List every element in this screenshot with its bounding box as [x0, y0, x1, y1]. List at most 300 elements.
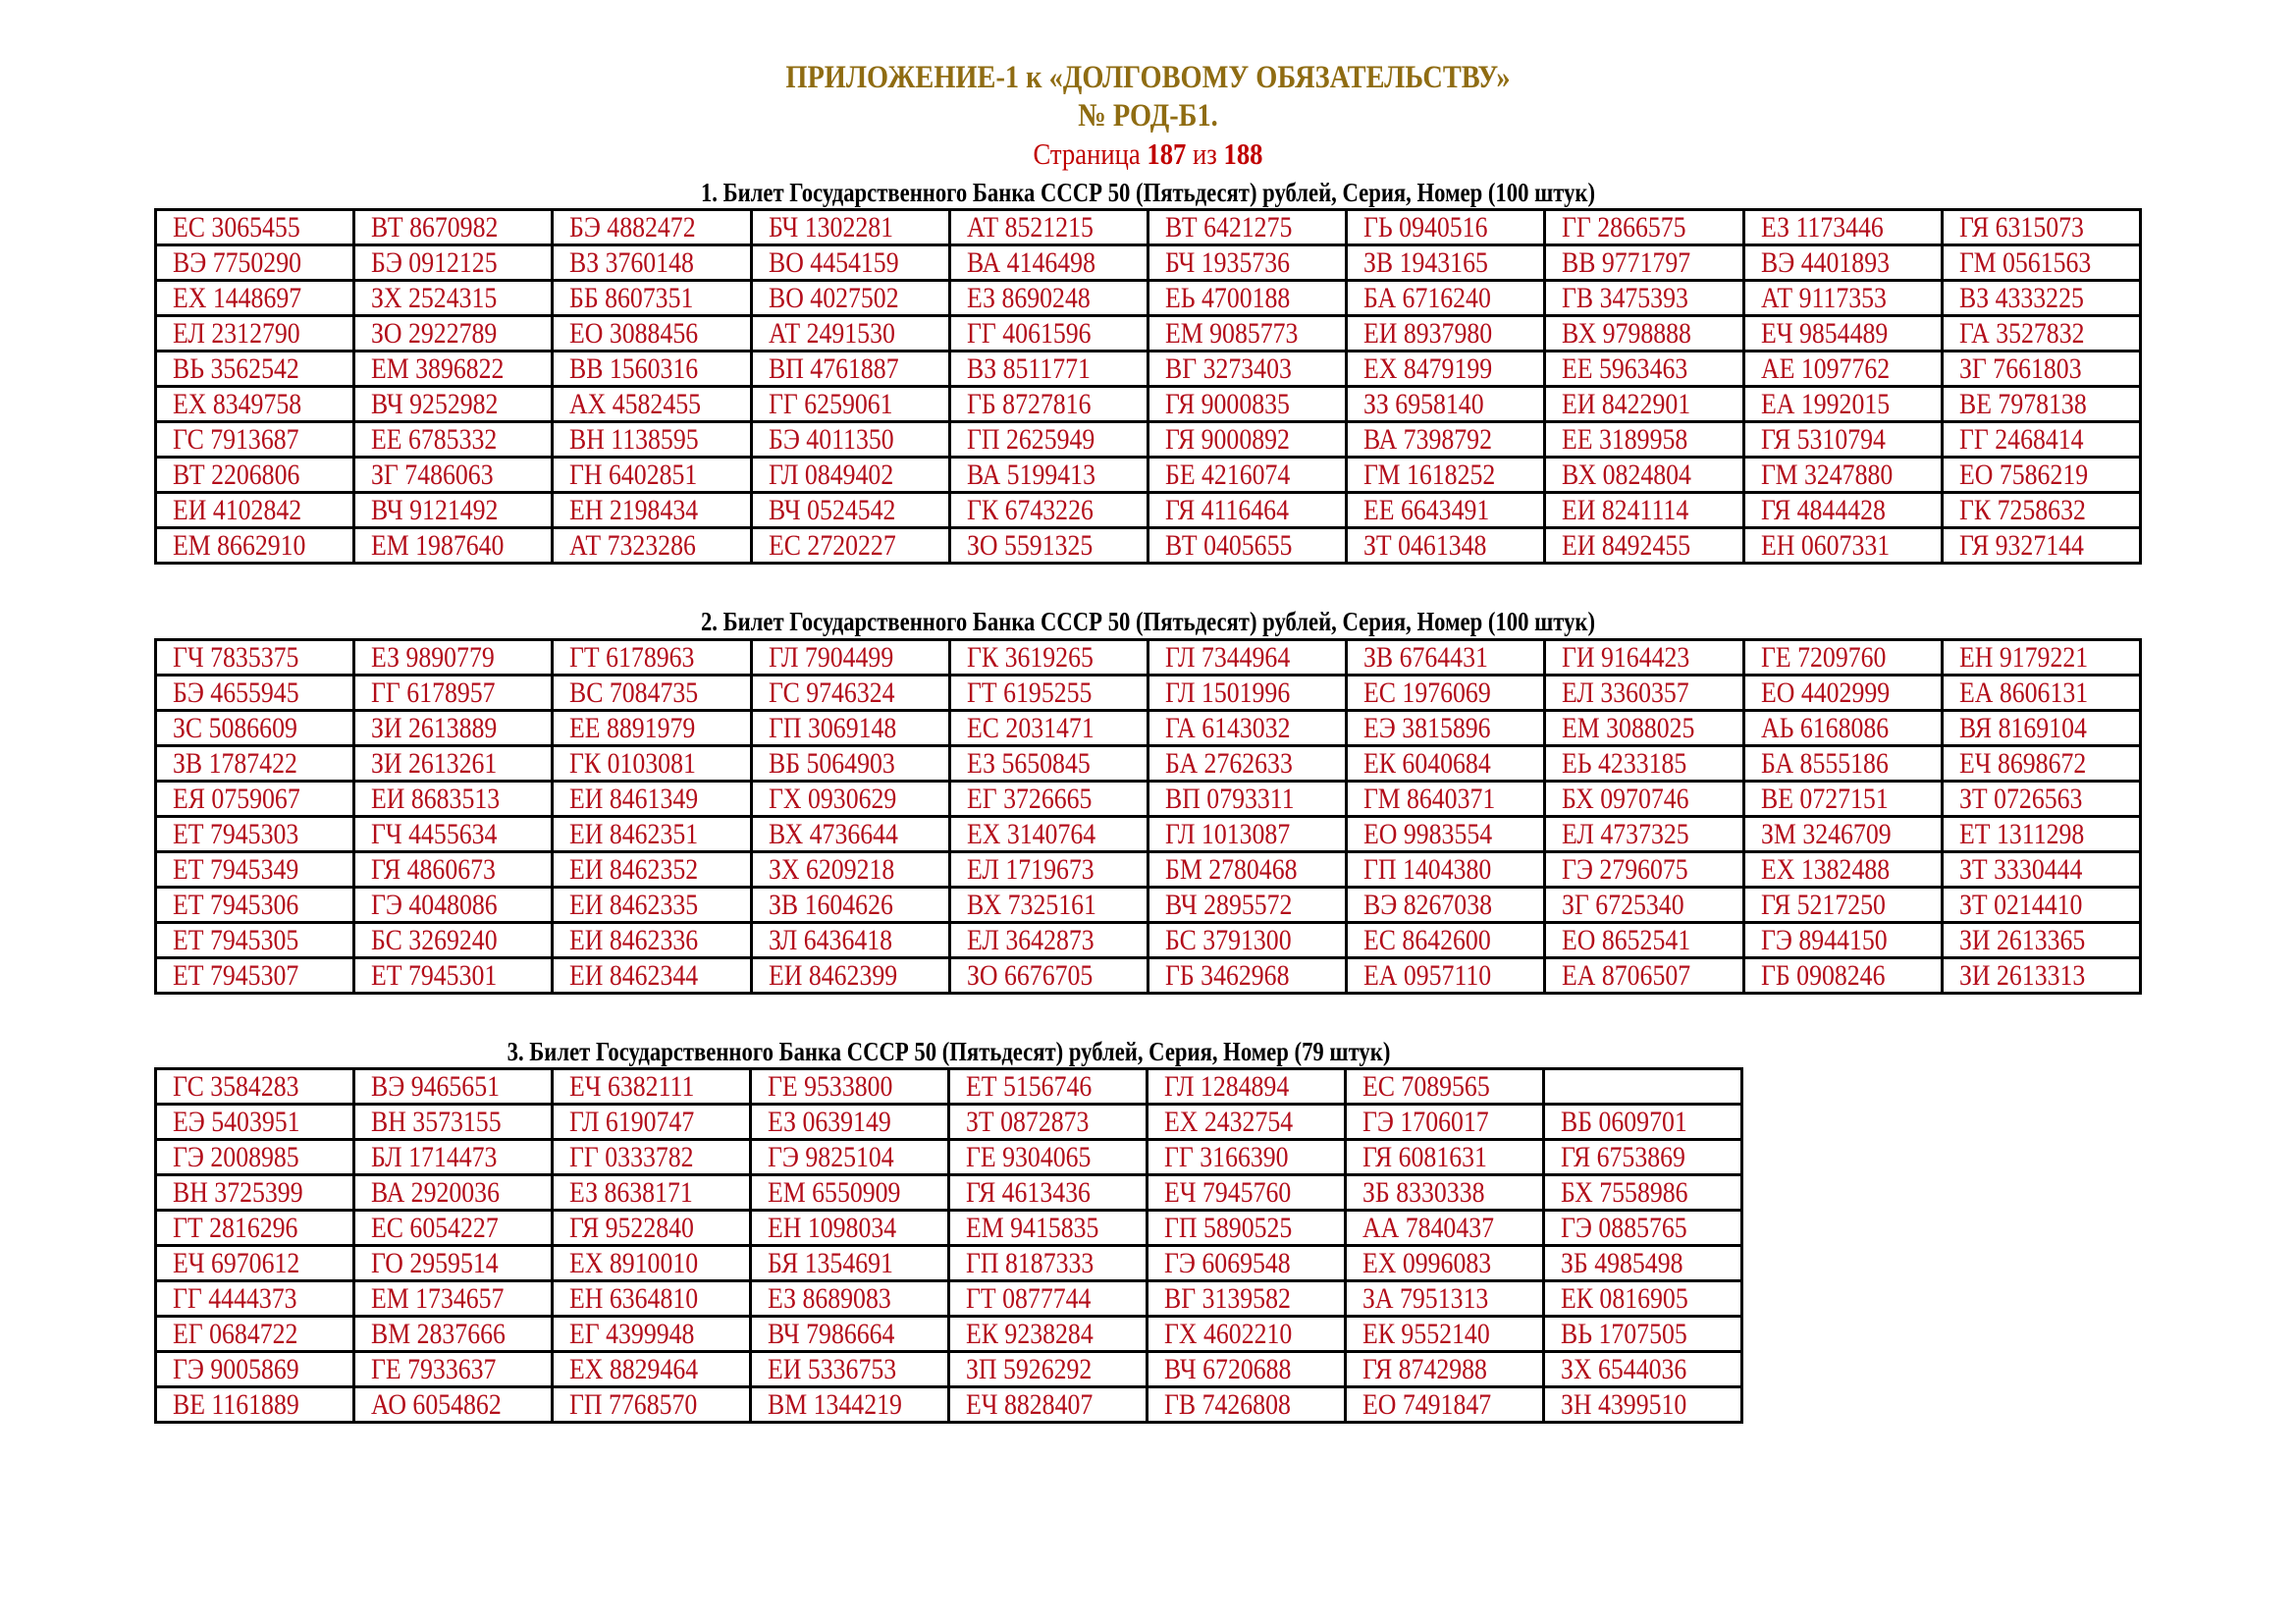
serial-number: ЕЧ 6970612 [173, 1247, 300, 1279]
serial-number: БА 2762633 [1164, 747, 1293, 780]
serial-cell [949, 640, 1148, 676]
serial-number: ЕХ 8479199 [1363, 352, 1493, 385]
serial-cell [156, 923, 354, 958]
serial-cell [949, 493, 1148, 528]
serial-cell [949, 1246, 1148, 1281]
serial-number: БХ 0970746 [1562, 783, 1689, 815]
serial-number: ВЭ 4401893 [1760, 246, 1890, 279]
serial-cell [156, 387, 354, 422]
serial-cell [1347, 817, 1545, 852]
serial-number: ГЭ 6069548 [1164, 1247, 1291, 1279]
serial-cell [1743, 958, 1942, 994]
serial-number: ЕТ 1311298 [1958, 818, 2085, 850]
serial-cell [1545, 958, 1743, 994]
serial-cell [1743, 852, 1942, 888]
serial-cell [553, 852, 751, 888]
serial-number: ГЯ 5310794 [1760, 423, 1886, 456]
serial-number: ЕЭ 5403951 [173, 1106, 300, 1138]
serial-number: ГМ 0561563 [1958, 246, 2091, 279]
serial-cell [949, 676, 1148, 711]
serial-number: ГЛ 1501996 [1164, 677, 1291, 709]
serial-number: ГЕ 9533800 [768, 1070, 893, 1103]
serial-number: ЕИ 8462336 [569, 924, 699, 956]
serial-number: ГК 3619265 [966, 641, 1094, 674]
serial-number: ГВ 7426808 [1164, 1388, 1291, 1421]
serial-cell [553, 458, 751, 493]
serial-number: ВЗ 4333225 [1958, 282, 2084, 314]
serial-number: ГБ 0908246 [1760, 959, 1885, 992]
serial-cell [354, 1317, 553, 1352]
table-row [156, 1387, 1742, 1423]
serial-cell [1743, 676, 1942, 711]
table-row [156, 888, 2141, 923]
serial-number: ВМ 1344219 [768, 1388, 902, 1421]
serial-number: ВН 3573155 [371, 1106, 502, 1138]
serial-cell [553, 245, 751, 281]
serial-cell [156, 1387, 354, 1423]
serial-number: БЭ 4011350 [768, 423, 894, 456]
serial-number: ГЧ 4455634 [371, 818, 498, 850]
serial-cell [553, 1281, 751, 1317]
serial-cell [354, 316, 553, 352]
serial-number: ГК 7258632 [1958, 494, 2086, 526]
serial-cell [949, 528, 1148, 564]
serial-number: ЕХ 8829464 [569, 1353, 699, 1385]
serial-number: ЗО 6676705 [966, 959, 1094, 992]
serial-cell [949, 1317, 1148, 1352]
serial-number: БМ 2780468 [1164, 853, 1298, 886]
serial-cell [553, 640, 751, 676]
serial-number: ВВ 9771797 [1562, 246, 1691, 279]
serial-number: ЕХ 8349758 [173, 388, 302, 420]
serial-cell [553, 711, 751, 746]
serial-number: ГМ 8640371 [1363, 783, 1496, 815]
serial-number: ГЛ 1013087 [1164, 818, 1291, 850]
serial-cell [354, 1281, 553, 1317]
serial-cell [751, 1317, 949, 1352]
serial-cell [1743, 316, 1942, 352]
serial-cell [1148, 245, 1346, 281]
serial-cell [1743, 746, 1942, 782]
serial-number: ЗО 2922789 [371, 317, 498, 350]
serial-number: ГИ 9164423 [1562, 641, 1690, 674]
serial-number: ЕГ 3726665 [966, 783, 1093, 815]
serial-number: ВХ 0824804 [1562, 459, 1692, 491]
document-number: № РОД-Б1. [1078, 98, 1218, 134]
serial-number: ЕТ 7945306 [173, 889, 299, 921]
serial-cell [1148, 1105, 1346, 1140]
serial-number: ЕМ 9085773 [1164, 317, 1299, 350]
serial-number: ЕИ 8422901 [1562, 388, 1691, 420]
serial-cell [1346, 1175, 1544, 1211]
serial-number: ГВ 3475393 [1562, 282, 1689, 314]
serial-cell [553, 1317, 751, 1352]
serial-number: ГЭ 9005869 [173, 1353, 299, 1385]
serial-number: ГЯ 9327144 [1958, 529, 2084, 562]
serial-cell [354, 852, 553, 888]
serial-number: ВТ 0405655 [1164, 529, 1293, 562]
serial-number: ЗТ 0461348 [1363, 529, 1487, 562]
serial-cell [1347, 640, 1545, 676]
page-of: из [1193, 136, 1217, 171]
serial-number: ЕК 9552140 [1362, 1318, 1490, 1350]
serial-number: ГЯ 9522840 [569, 1212, 694, 1244]
section-heading-1: 1. Билет Государственного Банка СССР 50 (Пятьдесят) рублей, Серия, Номер (100 штук) [700, 178, 1596, 207]
serial-number: ЕС 1976069 [1363, 677, 1491, 709]
serial-number: ВО 4454159 [768, 246, 899, 279]
serial-number: ЕХ 1448697 [173, 282, 302, 314]
serial-number: ГК 0103081 [569, 747, 697, 780]
serial-number: ЕС 7089565 [1362, 1070, 1490, 1103]
serial-cell [1148, 1317, 1346, 1352]
serial-cell [751, 711, 949, 746]
serial-number: ЗЗ 6958140 [1363, 388, 1484, 420]
serial-cell [949, 817, 1148, 852]
serial-cell [354, 958, 553, 994]
serial-cell [1148, 676, 1346, 711]
table-row [156, 1246, 1742, 1281]
serial-number: ВХ 9798888 [1562, 317, 1692, 350]
serial-number: ЗТ 0214410 [1958, 889, 2083, 921]
serial-number: ГЭ 1706017 [1362, 1106, 1489, 1138]
serial-number: ЕЬ 4233185 [1562, 747, 1687, 780]
serial-cell [1148, 458, 1346, 493]
serial-number: ЗХ 6209218 [768, 853, 894, 886]
serial-number: ГГ 2468414 [1958, 423, 2084, 456]
serial-number: ВТ 8670982 [371, 211, 499, 244]
serial-number: ЗП 5926292 [966, 1353, 1093, 1385]
serial-number: ГП 8187333 [966, 1247, 1095, 1279]
serial-cell [1545, 528, 1743, 564]
serial-number: ВХ 4736644 [768, 818, 898, 850]
serial-cell [354, 676, 553, 711]
serial-cell [1544, 1140, 1742, 1175]
table-row [156, 528, 2141, 564]
serial-number: БЭ 0912125 [371, 246, 498, 279]
serial-cell [1545, 210, 1743, 245]
serial-number: ВЧ 7986664 [768, 1318, 895, 1350]
serial-number: ВЕ 0727151 [1760, 783, 1889, 815]
serial-number: ЕЧ 7945760 [1164, 1176, 1292, 1209]
serial-cell [1347, 387, 1545, 422]
serial-number: ЗТ 0726563 [1958, 783, 2083, 815]
serial-number: АХ 4582455 [569, 388, 702, 420]
serial-cell [751, 458, 949, 493]
serial-cell [1544, 1246, 1742, 1281]
serial-cell [156, 528, 354, 564]
serial-cell [1743, 387, 1942, 422]
table-row [156, 1281, 1742, 1317]
serial-cell [1544, 1387, 1742, 1423]
serial-cell [1743, 352, 1942, 387]
serial-number: ЕЧ 8828407 [966, 1388, 1094, 1421]
serial-cell [1942, 352, 2140, 387]
serial-cell [1942, 281, 2140, 316]
serial-cell [354, 281, 553, 316]
serial-number: ВТ 6421275 [1164, 211, 1293, 244]
serial-cell [354, 817, 553, 852]
serial-number: ГБ 8727816 [966, 388, 1092, 420]
serial-cell [354, 1105, 553, 1140]
serial-number: АТ 7323286 [569, 529, 697, 562]
serial-cell [1942, 316, 2140, 352]
serial-number: ВМ 2837666 [371, 1318, 506, 1350]
table-row [156, 422, 2141, 458]
table-row [156, 493, 2141, 528]
serial-number: ГН 6402851 [569, 459, 698, 491]
serial-number: ЗБ 8330338 [1362, 1176, 1485, 1209]
serial-cell [1148, 210, 1346, 245]
serial-cell [354, 782, 553, 817]
serial-cell [156, 640, 354, 676]
table-row [156, 958, 2141, 994]
serial-cell [156, 245, 354, 281]
serial-number: АЬ 6168086 [1760, 712, 1889, 744]
serial-number: ЕМ 3088025 [1562, 712, 1695, 744]
serial-cell [1743, 528, 1942, 564]
serial-number: ЕЗ 5650845 [966, 747, 1091, 780]
serial-number: ВА 5199413 [966, 459, 1095, 491]
serial-number: ЕЬ 4700188 [1164, 282, 1291, 314]
serial-cell [553, 923, 751, 958]
serial-cell [1545, 387, 1743, 422]
serial-number: ВА 2920036 [371, 1176, 500, 1209]
serial-number: ГП 3069148 [768, 712, 896, 744]
serial-cell [751, 1352, 949, 1387]
serial-cell [354, 1140, 553, 1175]
serial-cell [1346, 1140, 1544, 1175]
serial-cell [949, 245, 1148, 281]
serial-number: ЕЗ 9890779 [371, 641, 495, 674]
serial-cell [1347, 711, 1545, 746]
serial-cell [1545, 316, 1743, 352]
serial-number: ББ 8607351 [569, 282, 694, 314]
serial-number: БХ 7558986 [1561, 1176, 1688, 1209]
serial-number: БЛ 1714473 [371, 1141, 498, 1173]
serial-number: ЕМ 1987640 [371, 529, 505, 562]
serial-cell [1347, 316, 1545, 352]
serial-cell [553, 676, 751, 711]
serial-cell [751, 817, 949, 852]
serial-cell [1942, 458, 2140, 493]
serial-number: ГЭ 4048086 [371, 889, 498, 921]
serial-number: ЕТ 7945305 [173, 924, 299, 956]
serial-cell [1148, 782, 1346, 817]
serial-cell [553, 422, 751, 458]
serial-number: ЕМ 3896822 [371, 352, 505, 385]
serial-number: ГС 9746324 [768, 677, 895, 709]
serial-number: ВЭ 9465651 [371, 1070, 501, 1103]
serial-number: ЕИ 8462351 [569, 818, 699, 850]
serial-cell [156, 1105, 354, 1140]
serial-cell [1148, 640, 1346, 676]
serial-cell [1148, 422, 1346, 458]
serial-cell [949, 1069, 1148, 1105]
serial-cell [1346, 1387, 1544, 1423]
serial-number: ЕК 6040684 [1363, 747, 1491, 780]
serial-number: ЗГ 7486063 [371, 459, 494, 491]
page-indicator [161, 135, 2136, 173]
table-row [156, 1140, 1742, 1175]
serial-cell [1545, 640, 1743, 676]
table-row [156, 387, 2141, 422]
serial-number: БЧ 1302281 [768, 211, 893, 244]
serial-cell [1545, 245, 1743, 281]
serial-cell [949, 458, 1148, 493]
serial-cell [1347, 676, 1545, 711]
serial-number: ВГ 3139582 [1164, 1282, 1291, 1315]
serial-cell [949, 316, 1148, 352]
serial-cell [1743, 711, 1942, 746]
serial-number: ЕО 3088456 [569, 317, 699, 350]
serial-number: ГГ 4444373 [173, 1282, 297, 1315]
serial-cell [553, 281, 751, 316]
serial-cell [553, 746, 751, 782]
serial-cell [751, 316, 949, 352]
serial-number: ЕО 7586219 [1958, 459, 2088, 491]
serial-cell [553, 1387, 751, 1423]
serial-number: ВЗ 8511771 [966, 352, 1091, 385]
serial-cell [553, 1140, 751, 1175]
serial-number: ЕС 2031471 [966, 712, 1095, 744]
serial-cell [1148, 352, 1346, 387]
serial-number: ГМ 1618252 [1363, 459, 1496, 491]
serial-cell [1743, 923, 1942, 958]
serial-number: ЕЗ 8638171 [569, 1176, 693, 1209]
serial-number: ЕЧ 8698672 [1958, 747, 2086, 780]
table-row [156, 210, 2141, 245]
serial-cell [1942, 387, 2140, 422]
serial-cell [156, 316, 354, 352]
serial-number: ГО 2959514 [371, 1247, 499, 1279]
serial-cell [1346, 1281, 1544, 1317]
serial-cell [1347, 245, 1545, 281]
table-row [156, 1317, 1742, 1352]
serial-cell [354, 210, 553, 245]
serial-number: ГЯ 6081631 [1362, 1141, 1487, 1173]
serial-cell [553, 817, 751, 852]
serial-number: ЕЕ 6643491 [1363, 494, 1490, 526]
serial-number: ГА 3527832 [1958, 317, 2085, 350]
serial-cell [751, 281, 949, 316]
serial-cell [1545, 352, 1743, 387]
serial-cell [1743, 640, 1942, 676]
serial-number: ЗИ 2613261 [371, 747, 498, 780]
serial-cell [1544, 1211, 1742, 1246]
serial-cell [1347, 458, 1545, 493]
serial-number: ЕТ 7945349 [173, 853, 299, 886]
serial-cell [1148, 958, 1346, 994]
serial-number: ВЬ 1707505 [1561, 1318, 1687, 1350]
serial-cell [1743, 458, 1942, 493]
serial-cell [354, 746, 553, 782]
serial-number: ВЭ 8267038 [1363, 889, 1493, 921]
page-total: 188 [1223, 136, 1263, 171]
serial-number: ВП 4761887 [768, 352, 899, 385]
serial-number: ВЗ 3760148 [569, 246, 695, 279]
serial-number: ЕИ 8462352 [569, 853, 699, 886]
serial-number: ГЯ 4116464 [1164, 494, 1289, 526]
serial-number: ГЕ 7933637 [371, 1353, 497, 1385]
serial-cell [1942, 245, 2140, 281]
serial-number: ЗЛ 6436418 [768, 924, 892, 956]
serial-number: ЕМ 8662910 [173, 529, 306, 562]
serial-cell [354, 1246, 553, 1281]
table-row [156, 817, 2141, 852]
serial-cell [949, 1387, 1148, 1423]
serial-cell [553, 528, 751, 564]
serial-cell [1942, 422, 2140, 458]
serial-cell [1743, 888, 1942, 923]
serial-number: ВЧ 6720688 [1164, 1353, 1292, 1385]
serial-cell [1148, 1211, 1346, 1246]
serial-number: ЗТ 0872873 [966, 1106, 1090, 1138]
serial-number: ВЭ 7750290 [173, 246, 302, 279]
serial-cell [751, 493, 949, 528]
serial-cell [751, 1211, 949, 1246]
serial-number: ЗН 4399510 [1561, 1388, 1687, 1421]
serial-cell [156, 281, 354, 316]
serial-number: ГЛ 7344964 [1164, 641, 1291, 674]
serial-number: ЗБ 4985498 [1561, 1247, 1683, 1279]
serial-number: ЗИ 2613313 [1958, 959, 2086, 992]
table-row [156, 711, 2141, 746]
serial-number: ВЧ 9121492 [371, 494, 499, 526]
serial-number: БЧ 1935736 [1164, 246, 1290, 279]
serial-number: ГЯ 4844428 [1760, 494, 1886, 526]
serial-number: ГЯ 9000892 [1164, 423, 1290, 456]
serial-number: ЕТ 7945303 [173, 818, 299, 850]
serial-number: БЭ 4655945 [173, 677, 299, 709]
serial-number: ЕЧ 6382111 [569, 1070, 695, 1103]
serial-number: ЕИ 8462399 [768, 959, 897, 992]
serial-cell [751, 888, 949, 923]
serial-number: ЗВ 6764431 [1363, 641, 1489, 674]
serial-cell [1942, 711, 2140, 746]
serial-cell [1743, 245, 1942, 281]
serial-number: ГЭ 0885765 [1561, 1212, 1687, 1244]
serial-cell [156, 711, 354, 746]
serial-number: ВЧ 2895572 [1164, 889, 1293, 921]
serial-number: ЗВ 1943165 [1363, 246, 1489, 279]
serial-table-3 [154, 1067, 1743, 1424]
serial-cell [751, 1140, 949, 1175]
serial-number: ЕХ 0996083 [1362, 1247, 1492, 1279]
serial-cell [156, 817, 354, 852]
serial-cell [1942, 923, 2140, 958]
serial-cell [1347, 746, 1545, 782]
serial-number: ГТ 6178963 [569, 641, 695, 674]
serial-cell [1942, 888, 2140, 923]
serial-cell [1942, 528, 2140, 564]
serial-cell [354, 1069, 553, 1105]
serial-cell [156, 493, 354, 528]
serial-number: ЕО 4402999 [1760, 677, 1890, 709]
serial-cell [354, 888, 553, 923]
serial-cell [751, 782, 949, 817]
serial-cell [1743, 422, 1942, 458]
serial-cell [1148, 1387, 1346, 1423]
serial-cell [156, 352, 354, 387]
serial-cell [1545, 281, 1743, 316]
serial-number: ЕЗ 0639149 [768, 1106, 891, 1138]
serial-number: ЕН 9179221 [1958, 641, 2088, 674]
table-row [156, 1175, 1742, 1211]
serial-cell [1148, 387, 1346, 422]
serial-cell [1347, 782, 1545, 817]
serial-number: ГТ 6195255 [966, 677, 1093, 709]
serial-number: ГЭ 2796075 [1562, 853, 1689, 886]
